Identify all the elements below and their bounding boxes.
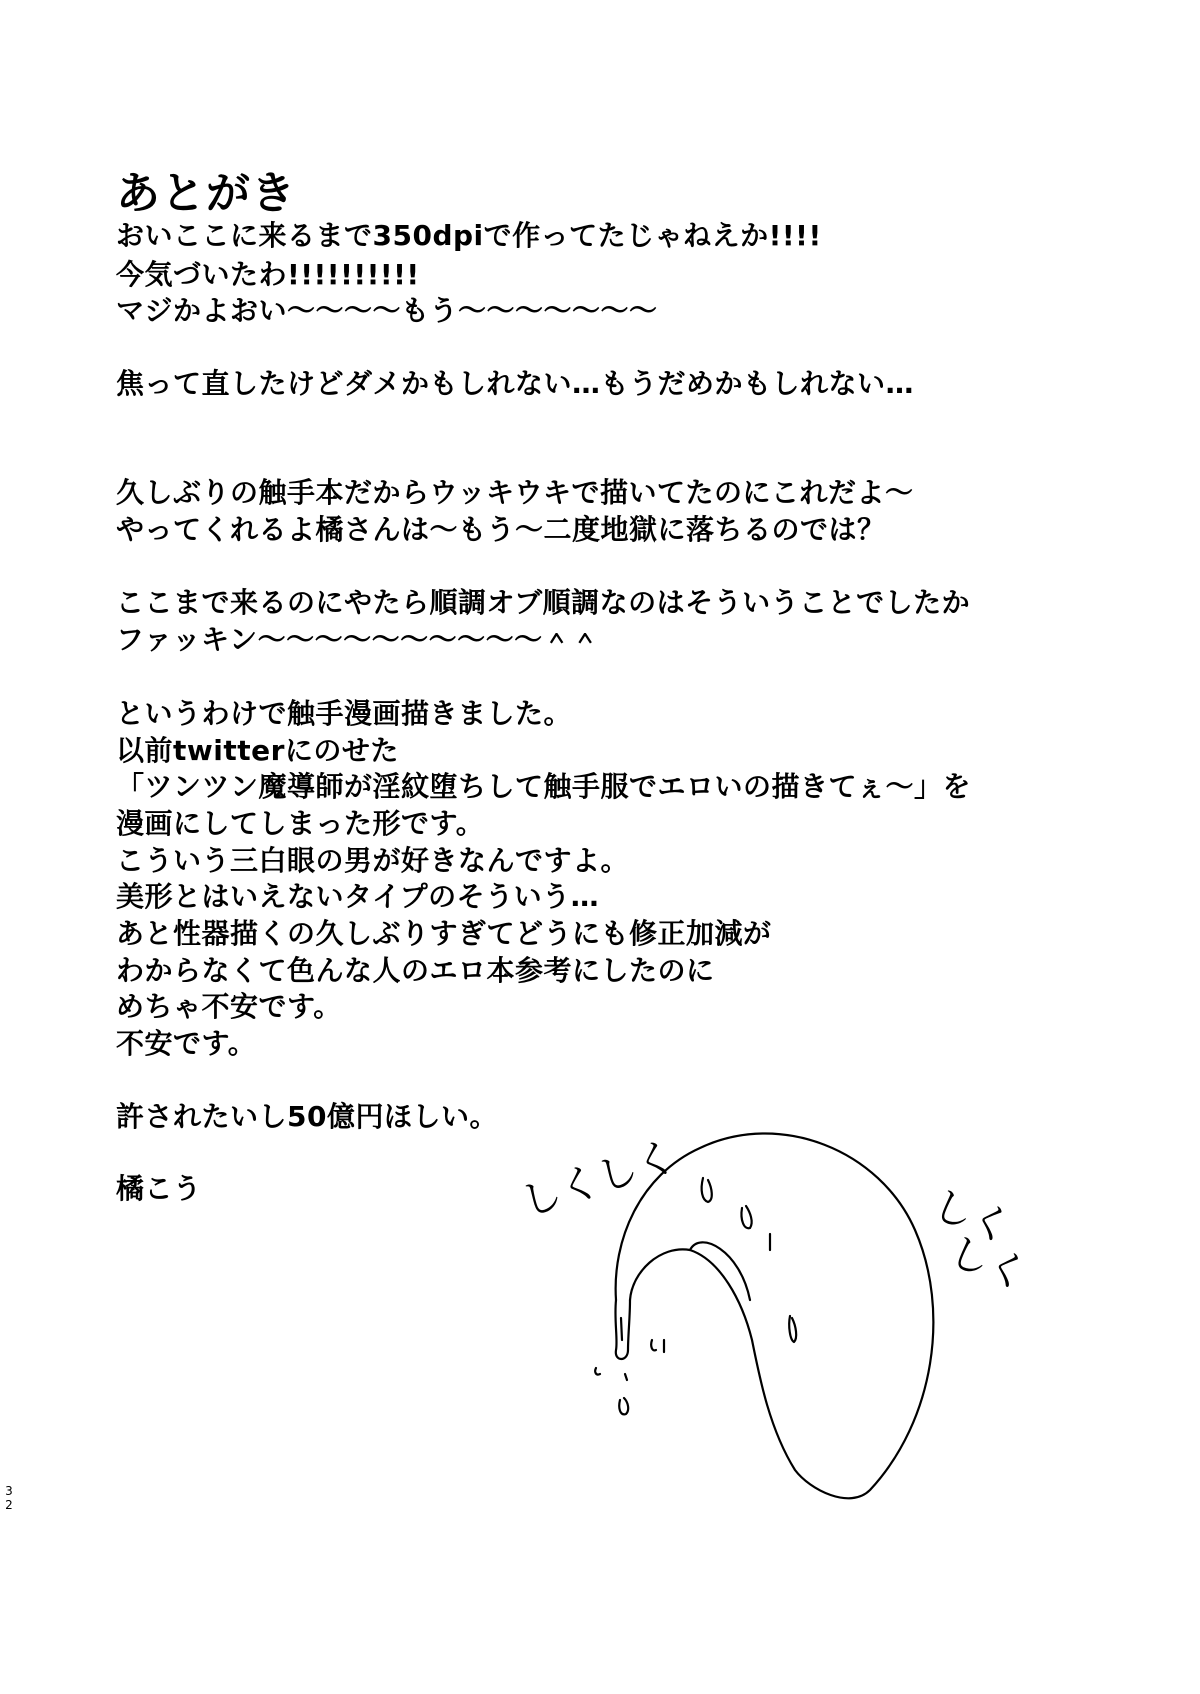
drip-main [615,1300,630,1359]
sfx-sob-2: しく [926,1181,1018,1253]
sfx-sob-3: しく [942,1228,1034,1299]
sfx-sob-1: しくしく [515,1132,682,1227]
afterword-title: あとがき [116,168,296,219]
text-line-2: 今気づいたわ!!!!!!!!!! [116,258,420,291]
tear-drop-4 [789,1316,796,1342]
text-line-4: 焦って直したけどダメかもしれない…もうだめかもしれない… [116,367,915,400]
text-line-3: マジかよおい〜〜〜〜もう〜〜〜〜〜〜〜 [116,294,658,327]
tear-drop-5 [651,1340,656,1350]
tear-drop-7 [619,1398,628,1414]
drip-inner [621,1318,622,1340]
text-line-15: あと性器描くの久しぶりすぎてどうにも修正加減が [116,917,772,950]
text-line-17: めちゃ不安です。 [116,990,342,1023]
text-line-7: ここまで来るのにやたら順調オブ順調なのはそういうことでしたか [116,586,971,619]
text-line-13: こういう三白眼の男が好きなんですよ。 [116,844,630,877]
text-line-8: ファッキン〜〜〜〜〜〜〜〜〜〜＾＾ [116,623,600,656]
text-line-12: 漫画にしてしまった形です。 [116,807,485,840]
blob-inner-curve [690,1242,750,1300]
text-line-18: 不安です。 [116,1027,257,1060]
text-line-10: 以前twitterにのせた [116,734,399,767]
text-line-11: 「ツンツン魔導師が淫紋堕ちして触手服でエロいの描きてぇ〜」を [116,770,972,803]
tear-drop-8 [595,1368,600,1375]
tear-drop-1 [702,1178,712,1202]
text-line-16: わからなくて色んな人のエロ本参考にしたのに [116,954,715,987]
tear-drop-2 [741,1206,751,1228]
page-number: 32 [5,1484,13,1512]
text-line-1: おいここに来るまで350dpiで作ってたじゃねえか!!!! [116,219,822,252]
blob-outline [616,1134,934,1499]
text-line-19: 許されたいし50億円ほしい。 [116,1100,498,1133]
text-line-9: というわけで触手漫画描きました。 [116,697,573,730]
text-line-6: やってくれるよ橘さんは〜もう〜二度地獄に落ちるのでは？ [116,513,886,546]
text-line-5: 久しぶりの触手本だからウッキウキで描いてたのにこれだよ〜 [116,476,914,509]
text-line-14: 美形とはいえないタイプのそういう… [116,880,600,913]
author-signature: 橘こう [116,1172,202,1205]
tear-drop-9 [625,1374,627,1380]
